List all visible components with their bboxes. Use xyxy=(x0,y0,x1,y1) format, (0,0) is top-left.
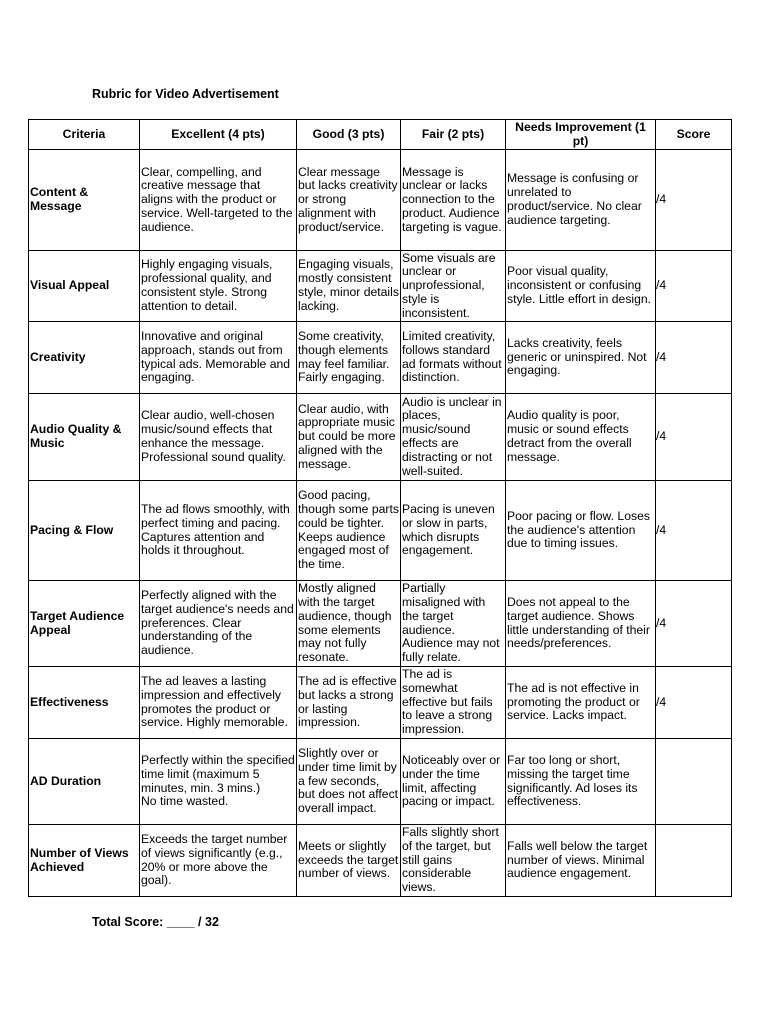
score-cell[interactable]: /4 xyxy=(656,667,732,739)
score-cell[interactable] xyxy=(656,739,732,825)
criteria-cell: Visual Appeal xyxy=(29,251,140,322)
score-cell[interactable]: /4 xyxy=(656,394,732,481)
good-cell: Clear audio, with appropriate music but could be more aligned with the message. xyxy=(297,394,401,481)
criteria-cell: Content & Message xyxy=(29,150,140,251)
header-score: Score xyxy=(656,120,732,150)
table-row xyxy=(29,581,732,667)
needs-improvement-cell: Does not appeal to the target audience. Shows little understanding of their needs/preferences. xyxy=(506,581,656,667)
excellent-cell: Perfectly aligned with the target audience's needs and preferences. Clear understanding of the audience. xyxy=(140,581,297,667)
needs-improvement-cell: Poor pacing or flow. Loses the audience's attention due to timing issues. xyxy=(506,481,656,581)
excellent-cell: Clear, compelling, and creative message that aligns with the product or service. Well-targeted to the audience. xyxy=(140,150,297,251)
fair-cell: Limited creativity, follows standard ad formats without distinction. xyxy=(401,322,506,394)
table-row xyxy=(29,394,732,481)
good-cell: Mostly aligned with the target audience, though some elements may not fully resonate. xyxy=(297,581,401,667)
rubric-table xyxy=(28,119,732,897)
score-cell[interactable]: /4 xyxy=(656,322,732,394)
score-cell[interactable]: /4 xyxy=(656,481,732,581)
good-cell: Clear message but lacks creativity or strong alignment with product/service. xyxy=(297,150,401,251)
fair-cell: Partially misaligned with the target audience. Audience may not fully relate. xyxy=(401,581,506,667)
table-row xyxy=(29,322,732,394)
fair-cell: Falls slightly short of the target, but still gains considerable views. xyxy=(401,825,506,897)
score-cell[interactable]: /4 xyxy=(656,581,732,667)
needs-improvement-cell: Poor visual quality, inconsistent or confusing style. Little effort in design. xyxy=(506,251,656,322)
needs-improvement-cell: The ad is not effective in promoting the product or service. Lacks impact. xyxy=(506,667,656,739)
needs-improvement-cell: Message is confusing or unrelated to product/service. No clear audience targeting. xyxy=(506,150,656,251)
needs-improvement-cell: Far too long or short, missing the target time significantly. Ad loses its effectiveness. xyxy=(506,739,656,825)
table-row xyxy=(29,667,732,739)
good-cell: Some creativity, though elements may feel familiar. Fairly engaging. xyxy=(297,322,401,394)
table-row xyxy=(29,739,732,825)
score-cell[interactable]: /4 xyxy=(656,251,732,322)
excellent-cell: Exceeds the target number of views significantly (e.g., 20% or more above the goal). xyxy=(140,825,297,897)
table-row xyxy=(29,481,732,581)
header-needs-improvement: Needs Improvement (1 pt) xyxy=(506,120,656,150)
table-row xyxy=(29,251,732,322)
header-row xyxy=(29,120,732,150)
good-cell: The ad is effective but lacks a strong or lasting impression. xyxy=(297,667,401,739)
good-cell: Good pacing, though some parts could be tighter. Keeps audience engaged most of the time. xyxy=(297,481,401,581)
fair-cell: Message is unclear or lacks connection to the product. Audience targeting is vague. xyxy=(401,150,506,251)
good-cell: Slightly over or under time limit by a few seconds, but does not affect overall impact. xyxy=(297,739,401,825)
good-cell: Engaging visuals, mostly consistent style, minor details lacking. xyxy=(297,251,401,322)
fair-cell: Some visuals are unclear or unprofessional, style is inconsistent. xyxy=(401,251,506,322)
excellent-cell: The ad leaves a lasting impression and effectively promotes the product or service. Highly memorable. xyxy=(140,667,297,739)
criteria-cell: AD Duration xyxy=(29,739,140,825)
needs-improvement-cell: Falls well below the target number of views. Minimal audience engagement. xyxy=(506,825,656,897)
total-score: Total Score: ____ / 32 xyxy=(92,915,219,929)
needs-improvement-cell: Lacks creativity, feels generic or uninspired. Not engaging. xyxy=(506,322,656,394)
good-cell: Meets or slightly exceeds the target number of views. xyxy=(297,825,401,897)
criteria-cell: Effectiveness xyxy=(29,667,140,739)
needs-improvement-cell: Audio quality is poor, music or sound effects detract from the overall message. xyxy=(506,394,656,481)
document-title: Rubric for Video Advertisement xyxy=(92,87,279,101)
excellent-cell: Clear audio, well-chosen music/sound effects that enhance the message. Professional sound quality. xyxy=(140,394,297,481)
excellent-cell: Innovative and original approach, stands out from typical ads. Memorable and engaging. xyxy=(140,322,297,394)
fair-cell: Noticeably over or under the time limit, affecting pacing or impact. xyxy=(401,739,506,825)
criteria-cell: Audio Quality & Music xyxy=(29,394,140,481)
header-excellent: Excellent (4 pts) xyxy=(140,120,297,150)
score-cell[interactable]: /4 xyxy=(656,150,732,251)
header-fair: Fair (2 pts) xyxy=(401,120,506,150)
excellent-cell: The ad flows smoothly, with perfect timing and pacing. Captures attention and holds it throughout. xyxy=(140,481,297,581)
fair-cell: The ad is somewhat effective but fails to leave a strong impression. xyxy=(401,667,506,739)
excellent-cell: Highly engaging visuals, professional quality, and consistent style. Strong attention to detail. xyxy=(140,251,297,322)
score-cell[interactable] xyxy=(656,825,732,897)
fair-cell: Audio is unclear in places, music/sound effects are distracting or not well-suited. xyxy=(401,394,506,481)
criteria-cell: Pacing & Flow xyxy=(29,481,140,581)
table-row xyxy=(29,150,732,251)
criteria-cell: Target Audience Appeal xyxy=(29,581,140,667)
table-row xyxy=(29,825,732,897)
excellent-cell: Perfectly within the specified time limit (maximum 5 minutes, min. 3 mins.) No time wasted. xyxy=(140,739,297,825)
fair-cell: Pacing is uneven or slow in parts, which disrupts engagement. xyxy=(401,481,506,581)
header-good: Good (3 pts) xyxy=(297,120,401,150)
criteria-cell: Creativity xyxy=(29,322,140,394)
criteria-cell: Number of Views Achieved xyxy=(29,825,140,897)
header-criteria: Criteria xyxy=(29,120,140,150)
